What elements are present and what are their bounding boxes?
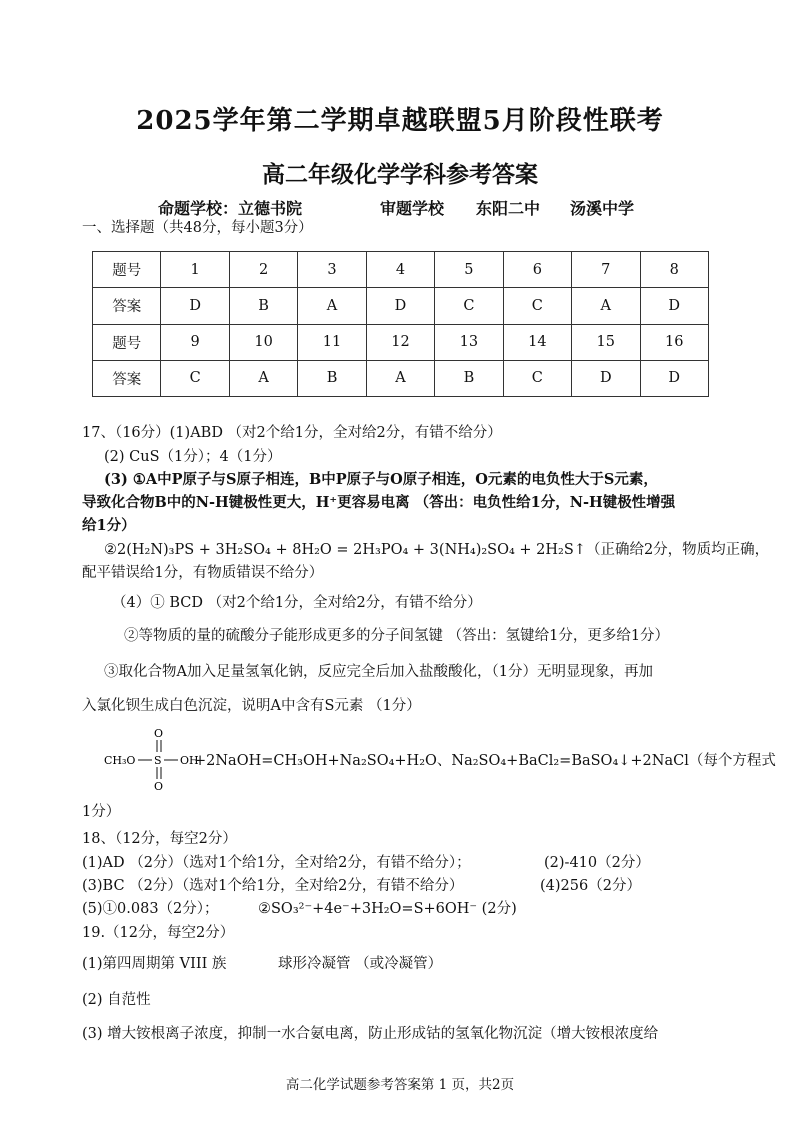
q17-equations: +2NaOH=CH₃OH+Na₂SO₄+H₂O、Na₂SO₄+BaCl₂=BaSO₄↓+2NaCl（每个方程式 [194,753,776,769]
formula-o-top: O [154,727,164,740]
table-cell: B [298,360,366,396]
table-cell: 12 [366,324,434,360]
table-row [93,360,709,396]
q17-line-3: (3) ①A中P原子与S原子相连，B中P原子与O原子相连，O元素的电负性大于S元素， [104,471,658,488]
q18-line-3b: (4)256（2分） [540,878,641,894]
q19-line-2b: 球形冷凝管 （或冷凝管） [278,956,443,972]
q17-line-6: ②2(H₂N)₃PS + 3H₂SO₄ + 8H₂O = 2H₃PO₄ + 3(NH₄)₂SO₄ + 2H₂S↑（正确给2分，物质均正确， [104,542,770,558]
table-cell: 6 [503,252,571,288]
q18-line-2b: (2)-410（2分） [544,855,650,871]
q17-line-10: ③取化合物A加入足量氢氧化钠，反应完全后加入盐酸酸化，（1分）无明显现象，再加 [104,664,653,680]
table-cell: D [640,360,709,396]
table-row [93,252,709,288]
table-cell: C [435,288,503,324]
q17-line-2: (2) CuS（1分）；4（1分） [104,449,282,465]
q18-line-4b: ②SO₃²⁻+4e⁻+3H₂O=S+6OH⁻ (2分) [258,901,517,917]
q18-line-2a: (1)AD （2分）（选对1个给1分，全对给2分，有错不给分）； [82,855,471,871]
q17-line-4: 导致化合物B中的N-H键极性更大，H⁺更容易电离 （答出：电负性给1分，N-H键极性增强 [82,494,676,511]
reviewer-label: 审题学校 [380,199,445,218]
table-cell: 13 [435,324,503,360]
table-cell: A [366,360,434,396]
table-cell: C [503,360,571,396]
q19-line-2a: (1)第四周期第 VIII 族 [82,956,227,972]
table-cell: 11 [298,324,366,360]
q18-line-4a: (5)①0.083（2分）； [82,901,219,917]
table-cell: 5 [435,252,503,288]
table-cell: B [435,360,503,396]
q17-line-1: 17、（16分）(1)ABD （对2个给1分，全对给2分，有错不给分） [82,425,502,441]
document-subtitle: 高二年级化学学科参考答案 [262,161,538,188]
table-cell: C [503,288,571,324]
answer-table [92,251,709,397]
table-cell: D [161,288,229,324]
q17-line-5: 给1分） [82,517,136,534]
q18-line-3a: (3)BC （2分）（选对1个给1分，全对给2分，有错不给分） [82,878,464,894]
table-cell: 7 [572,252,640,288]
table-row [93,288,709,324]
row-header-cell: 答案 [93,360,161,396]
document-title: 2025学年第二学期卓越联盟5月阶段性联考 [136,106,664,136]
q17-equations-tail: 1分） [82,804,121,820]
q18-line-1: 18、（12分，每空2分） [82,831,237,847]
table-cell: 15 [572,324,640,360]
q19-line-1: 19.（12分，每空2分） [82,925,235,941]
table-cell: C [161,360,229,396]
table-cell: A [298,288,366,324]
table-cell: 1 [161,252,229,288]
table-cell: 2 [229,252,297,288]
section1-heading: 一、选择题（共48分，每小题3分） [82,220,313,236]
table-cell: D [572,360,640,396]
formula-o-bottom: O [154,780,164,792]
table-cell: 4 [366,252,434,288]
formula-s: S [154,754,162,767]
q17-line-9: ②等物质的量的硫酸分子能形成更多的分子间氢键 （答出：氢键给1分，更多给1分） [124,628,670,644]
setter-school: 命题学校：立德书院 [158,199,303,218]
table-cell: A [229,360,297,396]
table-cell: 14 [503,324,571,360]
table-cell: 10 [229,324,297,360]
reviewer-school-1: 东阳二中 [476,199,541,218]
formula-oh: OH [180,754,199,767]
q17-line-8: （4）① BCD （对2个给1分，全对给2分，有错不给分） [112,595,482,611]
table-row [93,324,709,360]
table-cell: 8 [640,252,709,288]
row-header-cell: 题号 [93,252,161,288]
q19-line-4: (3) 增大铵根离子浓度，抑制一水合氨电离，防止形成钴的氢氧化物沉淀（增大铵根浓度给 [82,1026,659,1042]
table-cell: 3 [298,252,366,288]
reviewer-school-2: 汤溪中学 [570,199,635,218]
table-cell: D [640,288,709,324]
table-cell: D [366,288,434,324]
formula-ch3o: CH₃O [104,754,136,767]
table-cell: 9 [161,324,229,360]
q17-line-11: 入氯化钡生成白色沉淀，说明A中含有S元素 （1分） [82,698,421,714]
table-cell: B [229,288,297,324]
table-cell: 16 [640,324,709,360]
row-header-cell: 题号 [93,324,161,360]
schools-line [158,196,634,219]
table-cell: A [572,288,640,324]
page-footer: 高二化学试题参考答案第 1 页，共2页 [285,1077,515,1093]
q17-line-7: 配平错误给1分，有物质错误不给分） [82,565,324,581]
q19-line-3: (2) 自范性 [82,992,151,1008]
row-header-cell: 答案 [93,288,161,324]
